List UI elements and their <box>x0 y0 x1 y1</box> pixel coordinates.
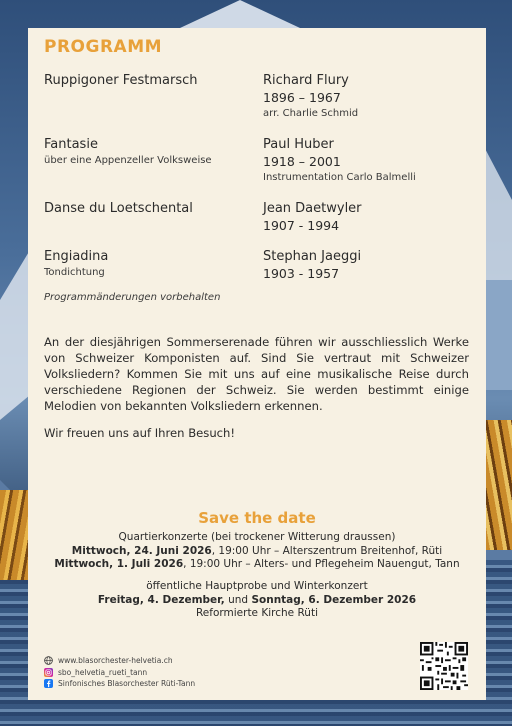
concert-details: , 19:00 Uhr – Alterszentrum Breitenhof, Rüti <box>211 544 443 557</box>
quartier-concerts <box>28 531 486 572</box>
concert-date: Mittwoch, 1. Juli 2026 <box>54 558 184 570</box>
winter-heading: öffentliche Hauptprobe und Winterkonzert <box>146 580 368 592</box>
conjunction: und <box>224 593 252 606</box>
facebook-icon <box>44 679 53 688</box>
arrangement-note: Instrumentation Carlo Balmelli <box>263 172 416 183</box>
piece-title: Danse du Loetschental <box>44 201 193 216</box>
quartier-heading: Quartierkonzerte (bei trockener Witterung draussen) <box>118 531 396 543</box>
piece-title: Ruppigoner Festmarsch <box>44 73 198 88</box>
composer-name: Paul Huber <box>263 137 334 152</box>
arrangement-note: arr. Charlie Schmid <box>263 108 359 119</box>
facebook-text: Sinfonisches Blasorchester Rüti-Tann <box>58 679 196 688</box>
composer-name: Richard Flury <box>263 73 349 88</box>
concert-details: , 19:00 Uhr – Alters- und Pflegeheim Nauengut, Tann <box>183 558 460 570</box>
composer-years: 1907 - 1994 <box>263 218 340 233</box>
program-panel <box>28 28 486 700</box>
concert-date: Freitag, 4. Dezember, <box>97 593 225 606</box>
piece-title: Fantasie <box>44 137 98 152</box>
concert-line <box>28 545 486 559</box>
facebook-link[interactable] <box>44 678 195 689</box>
globe-icon <box>44 656 53 665</box>
composer-years: 1896 – 1967 <box>263 90 341 105</box>
concert-line <box>28 558 486 572</box>
save-the-date-title: Save the date <box>198 509 316 527</box>
closing-line: Wir freuen uns auf Ihren Besuch! <box>44 426 236 440</box>
instagram-icon <box>44 668 53 677</box>
instagram-link[interactable] <box>44 667 195 678</box>
piece-subtitle: über eine Appenzeller Volksweise <box>44 155 212 166</box>
program-changes-note: Programmänderungen vorbehalten <box>44 292 221 303</box>
composer-years: 1903 - 1957 <box>263 266 340 281</box>
qr-code[interactable] <box>420 642 468 690</box>
website-link[interactable] <box>44 655 195 666</box>
concert-date: Mittwoch, 24. Juni 2026 <box>71 544 212 557</box>
website-text: www.blasorchester-helvetia.ch <box>58 656 173 665</box>
contact-footer <box>44 655 195 690</box>
intro-paragraph: An der diesjährigen Sommerserenade führen wir ausschliesslich Werke von Schweizer Komponisten auf. Sind Sie vertraut mit Schweizer Volksliedern? Kommen Sie mit uns auf eine musikalische Reise durch verschiedene Regionen der Schweiz. Sie werden bestimmt einige Melodien von bekannten Volksliedern erkennen. <box>44 335 469 413</box>
page-title: PROGRAMM <box>44 37 163 57</box>
composer-name: Stephan Jaeggi <box>263 249 362 264</box>
piece-title: Engiadina <box>44 249 109 264</box>
composer-name: Jean Daetwyler <box>263 201 362 216</box>
instagram-text: sbo_helvetia_rueti_tann <box>58 667 148 677</box>
composer-years: 1918 – 2001 <box>263 154 341 169</box>
concert-date: Sonntag, 6. Dezember 2026 <box>251 593 417 606</box>
piece-subtitle: Tondichtung <box>44 267 105 278</box>
winter-place: Reformierte Kirche Rüti <box>195 607 318 619</box>
winter-dates <box>28 594 486 608</box>
winter-concert <box>28 580 486 621</box>
